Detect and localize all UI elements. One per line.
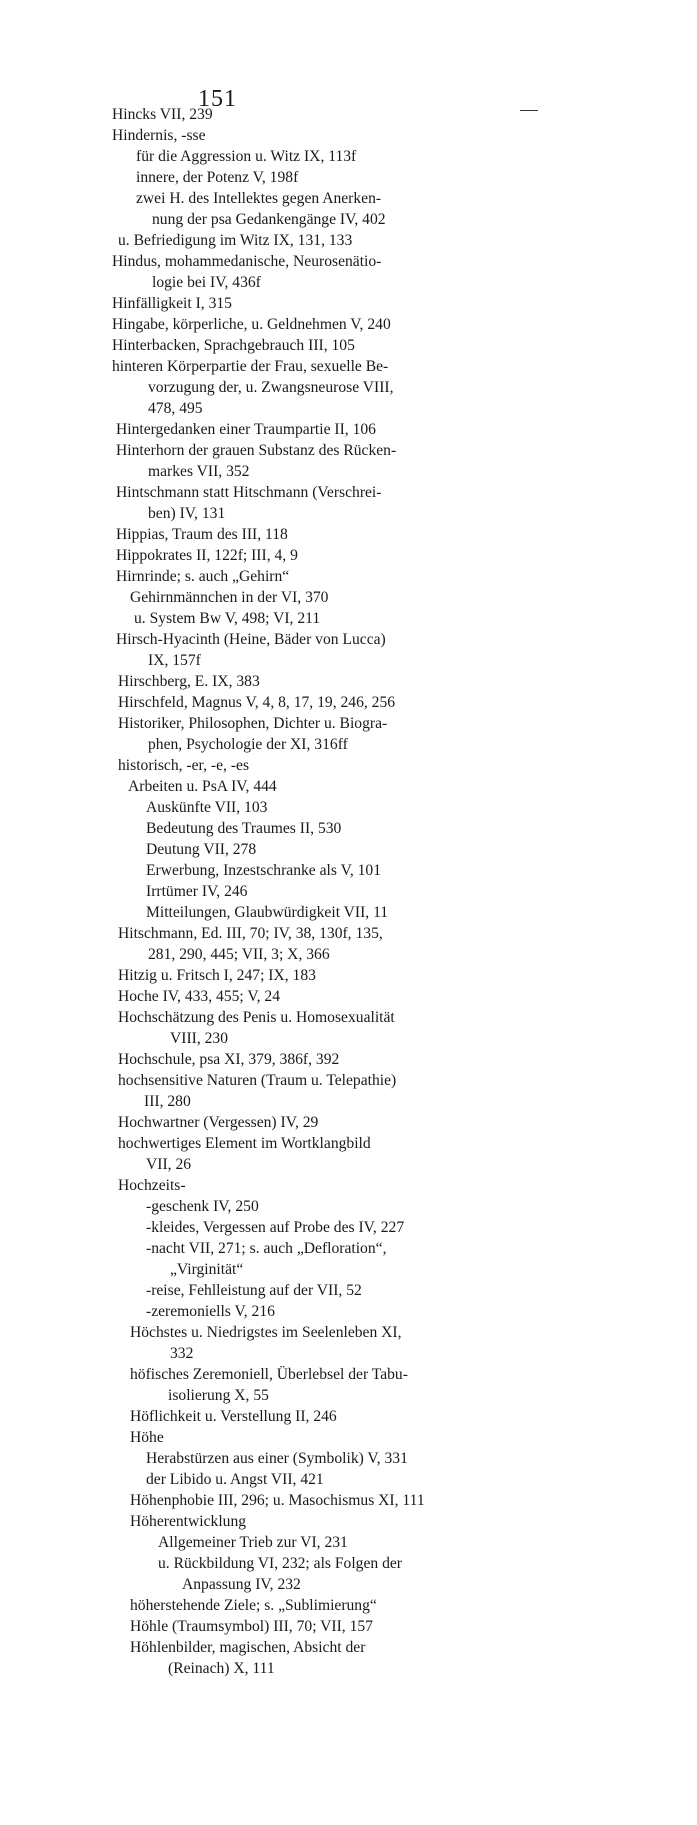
- index-entry-line: Auskünfte VII, 103: [146, 799, 268, 816]
- index-entry-line: Höhle (Traumsymbol) III, 70; VII, 157: [130, 1618, 373, 1635]
- index-entry-line: Hintschmann statt Hitschmann (Verschrei-: [116, 484, 382, 501]
- index-entry-line: Höherentwicklung: [130, 1513, 247, 1530]
- index-entry-line: Historiker, Philosophen, Dichter u. Biogra-: [118, 715, 388, 732]
- index-entry-line: Hochzeits-: [118, 1177, 186, 1194]
- index-entry-line: -reise, Fehlleistung auf der VII, 52: [146, 1282, 362, 1299]
- index-entry-line: Hirschfeld, Magnus V, 4, 8, 17, 19, 246, 256: [118, 694, 396, 711]
- index-entry-line: Hinterhorn der grauen Substanz des Rücken-: [116, 442, 397, 459]
- index-entry-line: Allgemeiner Trieb zur VI, 231: [158, 1534, 348, 1551]
- index-entry-line: zwei H. des Intellektes gegen Anerken-: [136, 190, 382, 207]
- index-entry-line: ben) IV, 131: [148, 505, 226, 522]
- index-entry-line: Deutung VII, 278: [146, 841, 257, 858]
- index-entry-line: Bedeutung des Traumes II, 530: [146, 820, 342, 837]
- index-entry-line: Hincks VII, 239: [112, 106, 213, 123]
- index-entry-line: Anpassung IV, 232: [182, 1576, 301, 1593]
- index-entry-line: Hirschberg, E. IX, 383: [118, 673, 260, 690]
- index-entry-line: Höflichkeit u. Verstellung II, 246: [130, 1408, 337, 1425]
- index-entry-line: Hitschmann, Ed. III, 70; IV, 38, 130f, 135,: [118, 925, 383, 942]
- index-entry-line: Hintergedanken einer Traumpartie II, 106: [116, 421, 376, 438]
- index-entry-line: „Virginität“: [170, 1261, 244, 1278]
- index-entry-line: Höhlenbilder, magischen, Absicht der: [130, 1639, 366, 1656]
- index-entry-line: u. Befriedigung im Witz IX, 131, 133: [118, 232, 353, 249]
- index-entry-line: Hirsch-Hyacinth (Heine, Bäder von Lucca): [116, 631, 386, 648]
- page-number: 151: [198, 86, 237, 112]
- index-entry-line: Arbeiten u. PsA IV, 444: [128, 778, 277, 795]
- index-entry-line: Hippias, Traum des III, 118: [116, 526, 288, 543]
- index-entry-line: Hindernis, -sse: [112, 127, 206, 144]
- index-entry-line: Hinfälligkeit I, 315: [112, 295, 232, 312]
- index-entry-line: Hitzig u. Fritsch I, 247; IX, 183: [118, 967, 316, 984]
- index-entry-line: Gehirnmännchen in der VI, 370: [130, 589, 329, 606]
- index-entry-line: VII, 26: [146, 1156, 192, 1173]
- index-entry-line: Herabstürzen aus einer (Symbolik) V, 331: [146, 1450, 408, 1467]
- index-entry-line: 478, 495: [148, 400, 203, 417]
- index-entry-line: -nacht VII, 271; s. auch „Defloration“,: [146, 1240, 387, 1257]
- index-entry-line: Hindus, mohammedanische, Neurosenätio-: [112, 253, 382, 270]
- index-entry-line: Höhenphobie III, 296; u. Masochismus XI, 111: [130, 1492, 425, 1509]
- index-entry-line: vorzugung der, u. Zwangsneurose VIII,: [148, 379, 394, 396]
- index-entry-line: innere, der Potenz V, 198f: [136, 169, 299, 186]
- index-entry-line: 281, 290, 445; VII, 3; X, 366: [148, 946, 330, 963]
- index-entry-line: -zeremoniells V, 216: [146, 1303, 275, 1320]
- index-entry-line: u. Rückbildung VI, 232; als Folgen der: [158, 1555, 402, 1572]
- index-entry-line: VIII, 230: [170, 1030, 229, 1047]
- index-entry-line: III, 280: [144, 1093, 191, 1110]
- index-entry-line: logie bei IV, 436f: [152, 274, 261, 291]
- index-entry-line: markes VII, 352: [148, 463, 250, 480]
- index-entry-line: hochsensitive Naturen (Traum u. Telepathie): [118, 1072, 397, 1089]
- index-entry-line: nung der psa Gedankengänge IV, 402: [152, 211, 386, 228]
- index-entry-line: Hirnrinde; s. auch „Gehirn“: [116, 568, 290, 585]
- index-entry-line: Hochschätzung des Penis u. Homosexualität: [118, 1009, 395, 1026]
- index-entry-line: Mitteilungen, Glaubwürdigkeit VII, 11: [146, 904, 389, 921]
- index-entry-line: hinteren Körperpartie der Frau, sexuelle Be-: [112, 358, 389, 375]
- index-entry-line: IX, 157f: [148, 652, 201, 669]
- index-entry-line: für die Aggression u. Witz IX, 113f: [136, 148, 357, 165]
- index-entry-line: Höchstes u. Niedrigstes im Seelenleben XI,: [130, 1324, 402, 1341]
- index-entry-line: hochwertiges Element im Wortklangbild: [118, 1135, 371, 1152]
- index-entry-line: -geschenk IV, 250: [146, 1198, 259, 1215]
- index-entry-line: u. System Bw V, 498; VI, 211: [134, 610, 321, 627]
- index-entry-line: 332: [170, 1345, 194, 1362]
- index-entry-line: (Reinach) X, 111: [168, 1660, 275, 1677]
- index-entry-line: höherstehende Ziele; s. „Sublimierung“: [130, 1597, 377, 1614]
- index-entry-line: Hinterbacken, Sprachgebrauch III, 105: [112, 337, 355, 354]
- index-entry-line: Hochwartner (Vergessen) IV, 29: [118, 1114, 319, 1131]
- index-entry-line: Hingabe, körperliche, u. Geldnehmen V, 240: [112, 316, 391, 333]
- index-entry-line: historisch, -er, -e, -es: [118, 757, 250, 774]
- index-entry-line: Hochschule, psa XI, 379, 386f, 392: [118, 1051, 340, 1068]
- index-entry-line: Irrtümer IV, 246: [146, 883, 248, 900]
- index-entry-line: Höhe: [130, 1429, 164, 1446]
- index-entry-line: phen, Psychologie der XI, 316ff: [148, 736, 348, 753]
- index-entry-line: der Libido u. Angst VII, 421: [146, 1471, 324, 1488]
- index-entry-line: höfisches Zeremoniell, Überlebsel der Tabu-: [130, 1366, 408, 1383]
- corner-dash-mark: [520, 110, 538, 111]
- index-entry-line: isolierung X, 55: [168, 1387, 269, 1404]
- index-entry-line: -kleides, Vergessen auf Probe des IV, 227: [146, 1219, 405, 1236]
- index-entry-line: Erwerbung, Inzestschranke als V, 101: [146, 862, 382, 879]
- index-entry-line: Hippokrates II, 122f; III, 4, 9: [116, 547, 298, 564]
- index-entry-line: Hoche IV, 433, 455; V, 24: [118, 988, 281, 1005]
